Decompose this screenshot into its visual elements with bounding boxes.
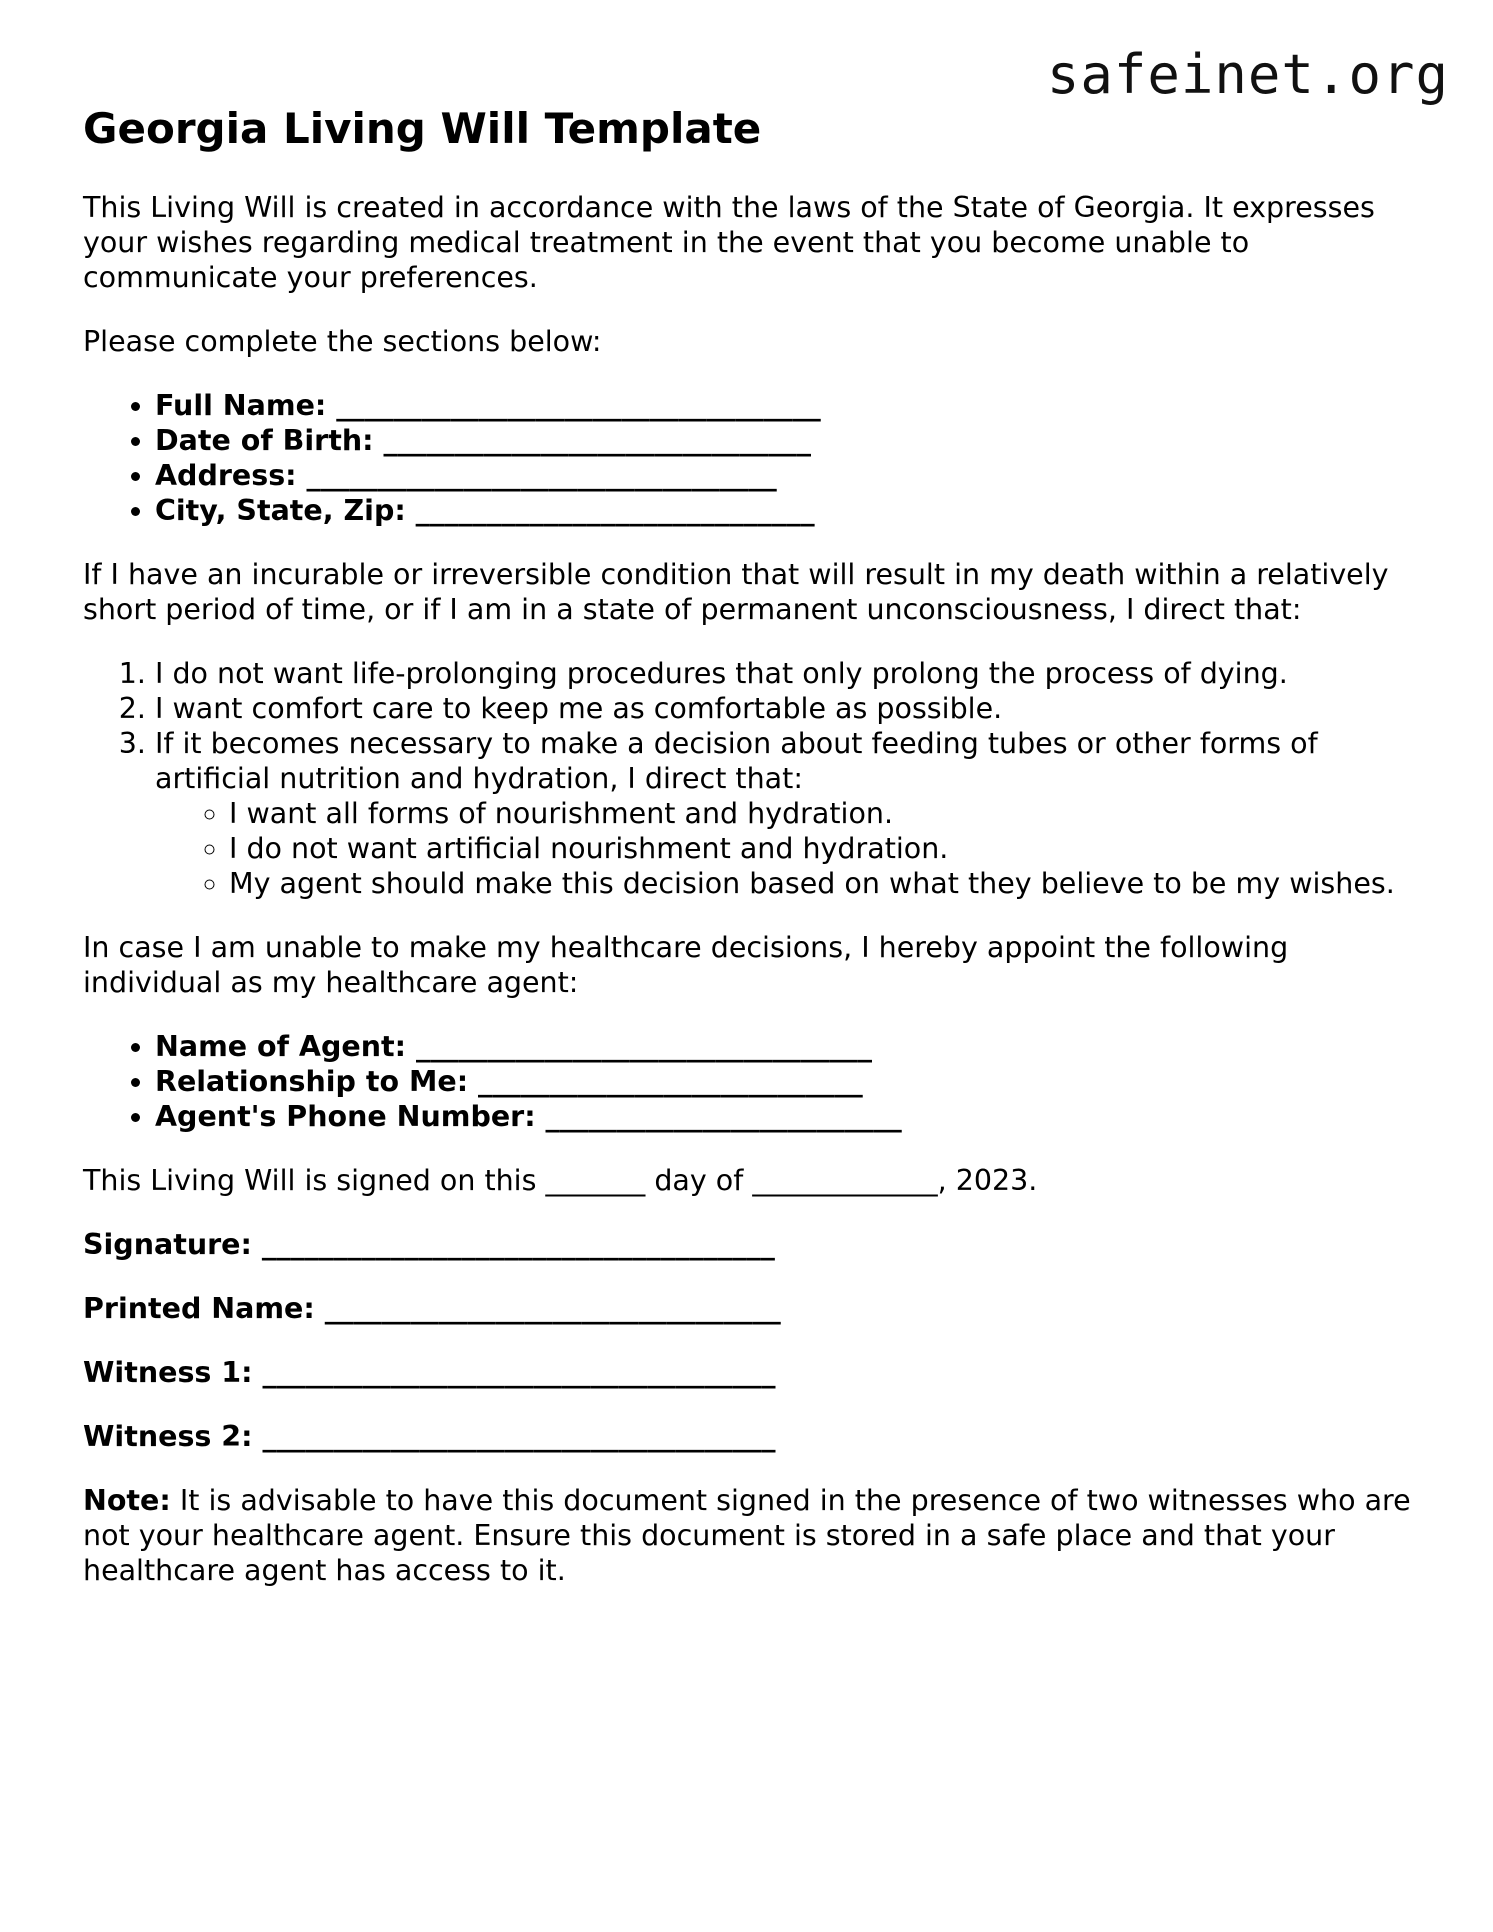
directive-item	[155, 726, 1423, 901]
full-name-field[interactable]: • Full Name: __________________________________	[155, 388, 1423, 423]
note-label: Note:	[83, 1484, 171, 1517]
printed-name-field[interactable]: Printed Name: ________________________________	[83, 1292, 781, 1325]
watermark: safeinet.org	[1046, 43, 1449, 106]
document-body	[83, 190, 1423, 1617]
nutrition-option: ◦ I do not want artificial nourishment and hydration.	[229, 831, 1423, 866]
directive-text: If it becomes necessary to make a decision about feeding tubes or other forms of artificial nutrition and hydration, I direct that:	[155, 727, 1318, 795]
nutrition-options-list	[155, 796, 1423, 901]
agent-info-list	[83, 1029, 1423, 1134]
condition-paragraph: If I have an incurable or irreversible condition that will result in my death within a relatively short period of time, or if I am in a state of permanent unconsciousness, I direct that:	[83, 558, 1389, 626]
directive-text: I do not want life-prolonging procedures that only prolong the process of dying.	[155, 657, 1288, 690]
date-of-birth-field[interactable]: • Date of Birth: ______________________________	[155, 423, 1423, 458]
page-title: Georgia Living Will Template	[83, 104, 762, 153]
intro-paragraph: This Living Will is created in accordance with the laws of the State of Georgia. It expresses your wishes regarding medical treatment in the event that you become unable to communicate your preferences.	[83, 191, 1375, 294]
agent-phone-field[interactable]: • Agent's Phone Number: _________________________	[155, 1099, 1423, 1134]
directives-list	[83, 656, 1423, 901]
personal-info-list	[83, 388, 1423, 528]
agent-name-field[interactable]: • Name of Agent: ________________________________	[155, 1029, 1423, 1064]
agent-relationship-field[interactable]: • Relationship to Me: ___________________________	[155, 1064, 1423, 1099]
note-paragraph	[83, 1483, 1423, 1588]
witness-1-field[interactable]: Witness 1: ____________________________________	[83, 1356, 776, 1389]
address-field[interactable]: • Address: _________________________________	[155, 458, 1423, 493]
directive-text: I want comfort care to keep me as comfortable as possible.	[155, 692, 1003, 725]
witness-2-field[interactable]: Witness 2: ____________________________________	[83, 1420, 776, 1453]
nutrition-option: ◦ I want all forms of nourishment and hydration.	[229, 796, 1423, 831]
city-state-zip-field[interactable]: • City, State, Zip: ____________________________	[155, 493, 1423, 528]
instructions-paragraph: Please complete the sections below:	[83, 325, 602, 358]
directive-item	[155, 656, 1423, 691]
agent-paragraph: In case I am unable to make my healthcare decisions, I hereby appoint the following individual as my healthcare agent:	[83, 931, 1289, 999]
nutrition-option: ◦ My agent should make this decision based on what they believe to be my wishes.	[229, 866, 1423, 901]
note-text: It is advisable to have this document signed in the presence of two witnesses who are not your healthcare agent. Ensure this document is stored in a safe place and that your healthcare agent has access to it.	[83, 1484, 1411, 1587]
signature-field[interactable]: Signature: ____________________________________	[83, 1228, 775, 1261]
directive-item	[155, 691, 1423, 726]
signed-on-line[interactable]: This Living Will is signed on this _______ day of _____________, 2023.	[83, 1164, 1038, 1197]
